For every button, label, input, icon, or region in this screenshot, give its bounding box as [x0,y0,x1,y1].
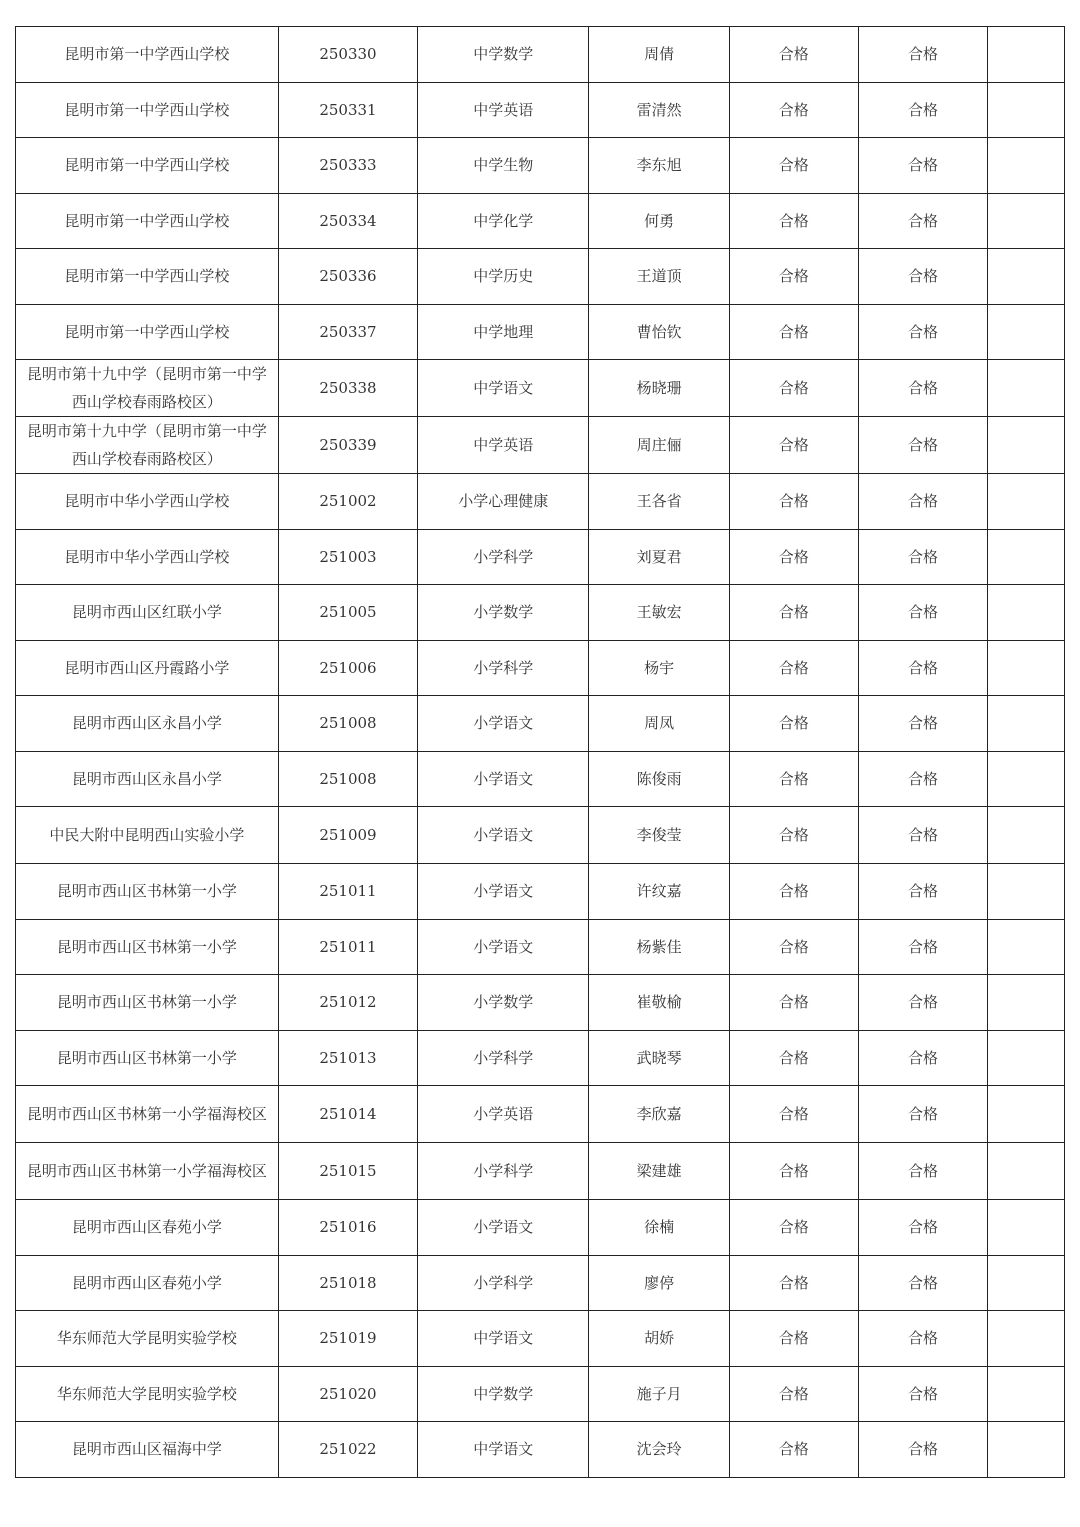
school-cell: 昆明市第一中学西山学校 [16,82,279,138]
code-cell: 251005 [278,585,417,641]
code-cell: 250330 [278,27,417,83]
result-cell-2: 合格 [858,751,988,807]
code-cell: 251008 [278,696,417,752]
name-cell: 廖停 [589,1255,729,1311]
school-cell: 昆明市西山区春苑小学 [16,1200,279,1256]
subject-cell: 中学语文 [418,1311,589,1367]
code-cell: 251016 [278,1200,417,1256]
school-cell: 昆明市西山区书林第一小学 [16,919,279,975]
table-row [16,585,1065,641]
note-cell [988,751,1065,807]
result-cell-1: 合格 [729,249,858,305]
result-cell-1: 合格 [729,585,858,641]
school-cell: 昆明市中华小学西山学校 [16,474,279,530]
table-row [16,138,1065,194]
name-cell: 周庄俪 [589,417,729,474]
result-cell-2: 合格 [858,1255,988,1311]
subject-cell: 中学语文 [418,360,589,417]
result-cell-2: 合格 [858,27,988,83]
name-cell: 陈俊雨 [589,751,729,807]
school-cell: 华东师范大学昆明实验学校 [16,1311,279,1367]
result-cell-1: 合格 [729,529,858,585]
table-row [16,360,1065,417]
result-cell-1: 合格 [729,417,858,474]
school-cell: 昆明市第一中学西山学校 [16,138,279,194]
school-cell: 昆明市西山区书林第一小学 [16,1030,279,1086]
name-cell: 李俊莹 [589,807,729,864]
code-cell: 251015 [278,1143,417,1200]
table-row [16,975,1065,1031]
note-cell [988,417,1065,474]
table-row [16,919,1065,975]
result-cell-2: 合格 [858,1366,988,1422]
code-cell: 251011 [278,864,417,920]
note-cell [988,807,1065,864]
result-cell-2: 合格 [858,696,988,752]
subject-cell: 小学语文 [418,864,589,920]
result-cell-1: 合格 [729,1143,858,1200]
subject-cell: 小学语文 [418,751,589,807]
subject-cell: 中学地理 [418,304,589,360]
note-cell [988,1311,1065,1367]
code-cell: 250339 [278,417,417,474]
code-cell: 251008 [278,751,417,807]
note-cell [988,1366,1065,1422]
name-cell: 王道顶 [589,249,729,305]
name-cell: 刘夏君 [589,529,729,585]
school-cell: 昆明市西山区丹霞路小学 [16,640,279,696]
table-row [16,82,1065,138]
result-cell-1: 合格 [729,751,858,807]
code-cell: 250333 [278,138,417,194]
result-cell-1: 合格 [729,640,858,696]
note-cell [988,474,1065,530]
result-cell-1: 合格 [729,138,858,194]
subject-cell: 中学语文 [418,1422,589,1478]
result-cell-1: 合格 [729,919,858,975]
table-row [16,193,1065,249]
name-cell: 周倩 [589,27,729,83]
result-cell-2: 合格 [858,640,988,696]
code-cell: 250334 [278,193,417,249]
result-cell-1: 合格 [729,1255,858,1311]
result-cell-1: 合格 [729,1422,858,1478]
note-cell [988,919,1065,975]
school-cell: 昆明市第十九中学（昆明市第一中学西山学校春雨路校区） [16,417,279,474]
name-cell: 杨紫佳 [589,919,729,975]
name-cell: 李东旭 [589,138,729,194]
subject-cell: 小学英语 [418,1086,589,1143]
school-cell: 中民大附中昆明西山实验小学 [16,807,279,864]
note-cell [988,975,1065,1031]
results-table [15,26,1065,1478]
table-body [16,27,1065,1478]
result-cell-1: 合格 [729,82,858,138]
subject-cell: 小学科学 [418,640,589,696]
subject-cell: 小学数学 [418,585,589,641]
result-cell-2: 合格 [858,360,988,417]
school-cell: 昆明市西山区福海中学 [16,1422,279,1478]
result-cell-1: 合格 [729,864,858,920]
result-cell-2: 合格 [858,1143,988,1200]
result-cell-2: 合格 [858,304,988,360]
table-row [16,1311,1065,1367]
note-cell [988,640,1065,696]
table-row [16,696,1065,752]
code-cell: 251020 [278,1366,417,1422]
note-cell [988,1200,1065,1256]
result-cell-2: 合格 [858,1030,988,1086]
result-cell-1: 合格 [729,474,858,530]
subject-cell: 小学语文 [418,919,589,975]
result-cell-1: 合格 [729,27,858,83]
name-cell: 杨晓珊 [589,360,729,417]
name-cell: 何勇 [589,193,729,249]
note-cell [988,304,1065,360]
subject-cell: 小学数学 [418,975,589,1031]
code-cell: 251003 [278,529,417,585]
school-cell: 昆明市西山区红联小学 [16,585,279,641]
table-row [16,1366,1065,1422]
result-cell-2: 合格 [858,919,988,975]
name-cell: 雷清然 [589,82,729,138]
result-cell-2: 合格 [858,1086,988,1143]
name-cell: 沈会玲 [589,1422,729,1478]
note-cell [988,1030,1065,1086]
table-row [16,417,1065,474]
school-cell: 昆明市第一中学西山学校 [16,304,279,360]
result-cell-2: 合格 [858,864,988,920]
table-row [16,1030,1065,1086]
code-cell: 251006 [278,640,417,696]
result-cell-1: 合格 [729,1311,858,1367]
school-cell: 昆明市第十九中学（昆明市第一中学西山学校春雨路校区） [16,360,279,417]
name-cell: 武晓琴 [589,1030,729,1086]
code-cell: 250337 [278,304,417,360]
subject-cell: 中学英语 [418,82,589,138]
school-cell: 昆明市第一中学西山学校 [16,193,279,249]
name-cell: 王各省 [589,474,729,530]
result-cell-2: 合格 [858,807,988,864]
name-cell: 胡娇 [589,1311,729,1367]
code-cell: 251011 [278,919,417,975]
table-row [16,1200,1065,1256]
name-cell: 周凤 [589,696,729,752]
code-cell: 251014 [278,1086,417,1143]
note-cell [988,193,1065,249]
subject-cell: 小学科学 [418,1255,589,1311]
note-cell [988,585,1065,641]
subject-cell: 中学英语 [418,417,589,474]
result-cell-2: 合格 [858,1422,988,1478]
subject-cell: 小学语文 [418,696,589,752]
school-cell: 昆明市西山区书林第一小学 [16,975,279,1031]
name-cell: 李欣嘉 [589,1086,729,1143]
subject-cell: 中学生物 [418,138,589,194]
table-row [16,304,1065,360]
school-cell: 华东师范大学昆明实验学校 [16,1366,279,1422]
subject-cell: 小学科学 [418,529,589,585]
note-cell [988,249,1065,305]
result-cell-1: 合格 [729,360,858,417]
note-cell [988,138,1065,194]
table-row [16,27,1065,83]
result-cell-2: 合格 [858,975,988,1031]
table-row [16,751,1065,807]
result-cell-1: 合格 [729,1086,858,1143]
code-cell: 251018 [278,1255,417,1311]
result-cell-2: 合格 [858,1311,988,1367]
subject-cell: 中学数学 [418,27,589,83]
table-row [16,864,1065,920]
result-cell-1: 合格 [729,807,858,864]
code-cell: 251009 [278,807,417,864]
note-cell [988,1255,1065,1311]
table-row [16,640,1065,696]
result-cell-1: 合格 [729,696,858,752]
school-cell: 昆明市西山区书林第一小学福海校区 [16,1086,279,1143]
note-cell [988,1143,1065,1200]
school-cell: 昆明市西山区书林第一小学 [16,864,279,920]
result-cell-2: 合格 [858,585,988,641]
table-row [16,1086,1065,1143]
name-cell: 梁建雄 [589,1143,729,1200]
result-cell-2: 合格 [858,474,988,530]
note-cell [988,27,1065,83]
result-cell-2: 合格 [858,249,988,305]
code-cell: 251013 [278,1030,417,1086]
code-cell: 251019 [278,1311,417,1367]
table-row [16,1255,1065,1311]
name-cell: 王敏宏 [589,585,729,641]
result-cell-2: 合格 [858,529,988,585]
result-cell-2: 合格 [858,82,988,138]
code-cell: 250331 [278,82,417,138]
subject-cell: 小学科学 [418,1143,589,1200]
school-cell: 昆明市第一中学西山学校 [16,249,279,305]
subject-cell: 小学心理健康 [418,474,589,530]
name-cell: 曹怡钦 [589,304,729,360]
note-cell [988,82,1065,138]
code-cell: 251002 [278,474,417,530]
school-cell: 昆明市第一中学西山学校 [16,27,279,83]
table-row [16,1143,1065,1200]
table-row [16,249,1065,305]
result-cell-2: 合格 [858,138,988,194]
note-cell [988,696,1065,752]
table-row [16,1422,1065,1478]
name-cell: 徐楠 [589,1200,729,1256]
subject-cell: 中学数学 [418,1366,589,1422]
name-cell: 许纹嘉 [589,864,729,920]
result-cell-1: 合格 [729,193,858,249]
table-row [16,474,1065,530]
school-cell: 昆明市西山区永昌小学 [16,751,279,807]
code-cell: 250338 [278,360,417,417]
subject-cell: 小学语文 [418,1200,589,1256]
subject-cell: 中学化学 [418,193,589,249]
table-row [16,807,1065,864]
note-cell [988,1086,1065,1143]
note-cell [988,529,1065,585]
school-cell: 昆明市西山区春苑小学 [16,1255,279,1311]
table-row [16,529,1065,585]
school-cell: 昆明市中华小学西山学校 [16,529,279,585]
note-cell [988,864,1065,920]
result-cell-1: 合格 [729,304,858,360]
code-cell: 250336 [278,249,417,305]
note-cell [988,1422,1065,1478]
subject-cell: 中学历史 [418,249,589,305]
result-cell-1: 合格 [729,1366,858,1422]
result-cell-1: 合格 [729,1030,858,1086]
result-cell-1: 合格 [729,975,858,1031]
result-cell-1: 合格 [729,1200,858,1256]
school-cell: 昆明市西山区书林第一小学福海校区 [16,1143,279,1200]
result-cell-2: 合格 [858,193,988,249]
name-cell: 崔敬榆 [589,975,729,1031]
subject-cell: 小学语文 [418,807,589,864]
name-cell: 杨宇 [589,640,729,696]
note-cell [988,360,1065,417]
name-cell: 施子月 [589,1366,729,1422]
code-cell: 251022 [278,1422,417,1478]
subject-cell: 小学科学 [418,1030,589,1086]
result-cell-2: 合格 [858,1200,988,1256]
code-cell: 251012 [278,975,417,1031]
school-cell: 昆明市西山区永昌小学 [16,696,279,752]
result-cell-2: 合格 [858,417,988,474]
